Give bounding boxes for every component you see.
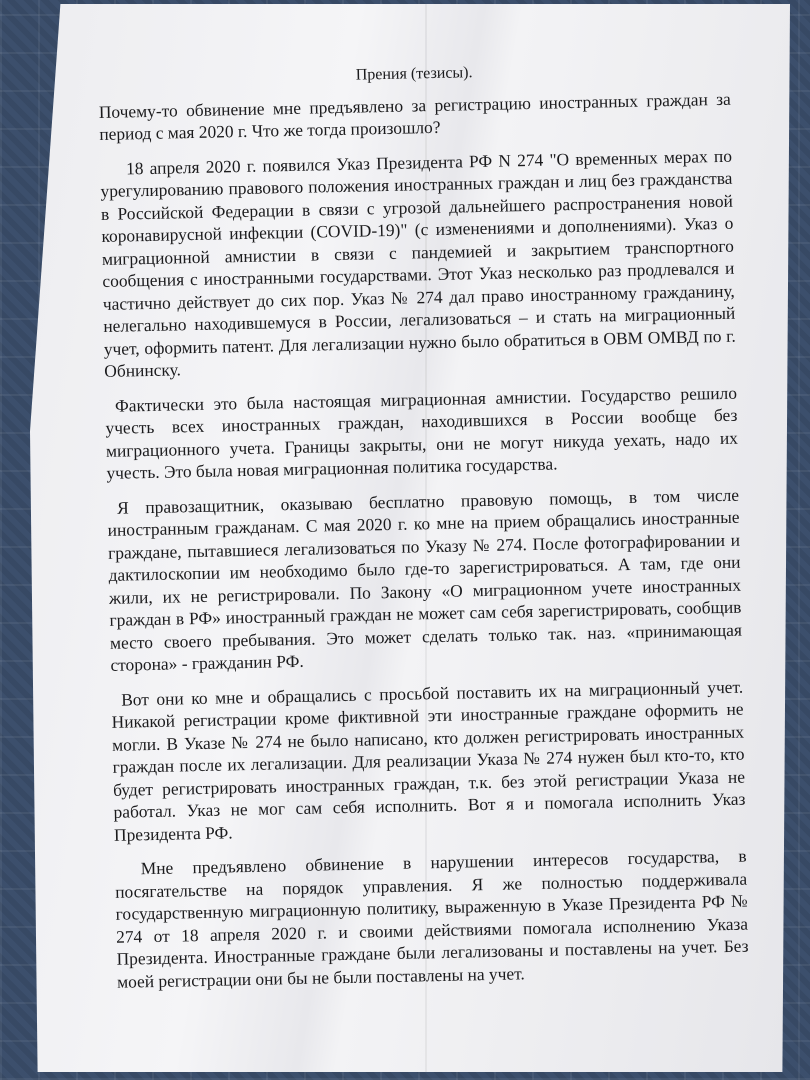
paragraph-intro: Почему-то обвинение мне предъявлено за регистрацию иностранных граждан за период с мая 2020 г. Что же тогда произошло? — [98, 88, 731, 144]
paragraph-accusation: Мне предъявлено обвинение в нарушении интересов государства, в посягательстве на порядок управления. Я же полностью поддерживала государственную миграционную политику, выраженную в Указе Президента РФ № 274 от 18 апреля 2020 г. и своими действиями помогала исполнению Указа Президента. Иностранные граждане были легализованы и поставлены на учет. Без моей регистрации они бы не были поставлены на учет. — [114, 845, 749, 992]
paragraph-registration: Вот они ко мне и обращались с просьбой поставить их на миграционный учет. Никакой регистрации кроме фиктивной эти иностранные граждане оформить не могли. В Указе № 274 не было написано, кто должен регистрировать иностранных граждан после их легализации. Для реализации Указа № 274 нужен был кто-то, кто будет регистрировать иностранных граждан, т.к. без этой регистрации Указа не работал. Указ не мог сам себя исполнить. Вот я и помогала исполнить Указ Президента РФ. — [111, 676, 746, 845]
document-body — [98, 57, 749, 1005]
paragraph-amnesty: Фактически это была настоящая миграционная амнистии. Государство решило учесть всех иностранных граждан, находившихся в России вообще без миграционного учета. Границы закрыты, они не могут никуда уехать, надо их учесть. Это была новая миграционная политика государства. — [105, 382, 739, 483]
paragraph-advocate: Я правозащитник, оказываю бесплатно правовую помощь, в том числе иностранным гражданам. С мая 2020 г. ко мне на прием обращались иностранные граждане, пытавшиеся легализоваться по Указу № 274. После фотографировании и дактилоскопии им необходимо было где-то зарегистрироваться. А там, где они жили, их не регистрировали. По Закону «О миграционном учете иностранных граждан в РФ» иностранный граждан не может сам себя зарегистрировать, сообщив место своего пребывания. Это может сделать только так. наз. «принимающая сторона» - гражданин РФ. — [107, 484, 743, 675]
document-title: Прения (тезисы). — [355, 64, 473, 84]
paragraph-decree: 18 апреля 2020 г. появился Указ Президента РФ N 274 "О временных мерах по урегулированию правового положения иностранных граждан и лиц без гражданства в Российской Федерации в связи с угрозой дальнейшего распространения новой коронавирусной инфекции (COVID-19)" (с изменениями и дополнениями). Указ о миграционной амнистии в связи с пандемией и закрытием транспортного сообщения с иностранными государствами. Этот Указ несколько раз продлевался и частично действует до сих пор. Указ № 274 дал право иностранному гражданину, нелегально находившемуся в России, легализоваться – и стать на миграционный учет, оформить патент. Для легализации нужно было обратиться в ОВМ ОМВД по г. Обнинску. — [100, 145, 736, 381]
